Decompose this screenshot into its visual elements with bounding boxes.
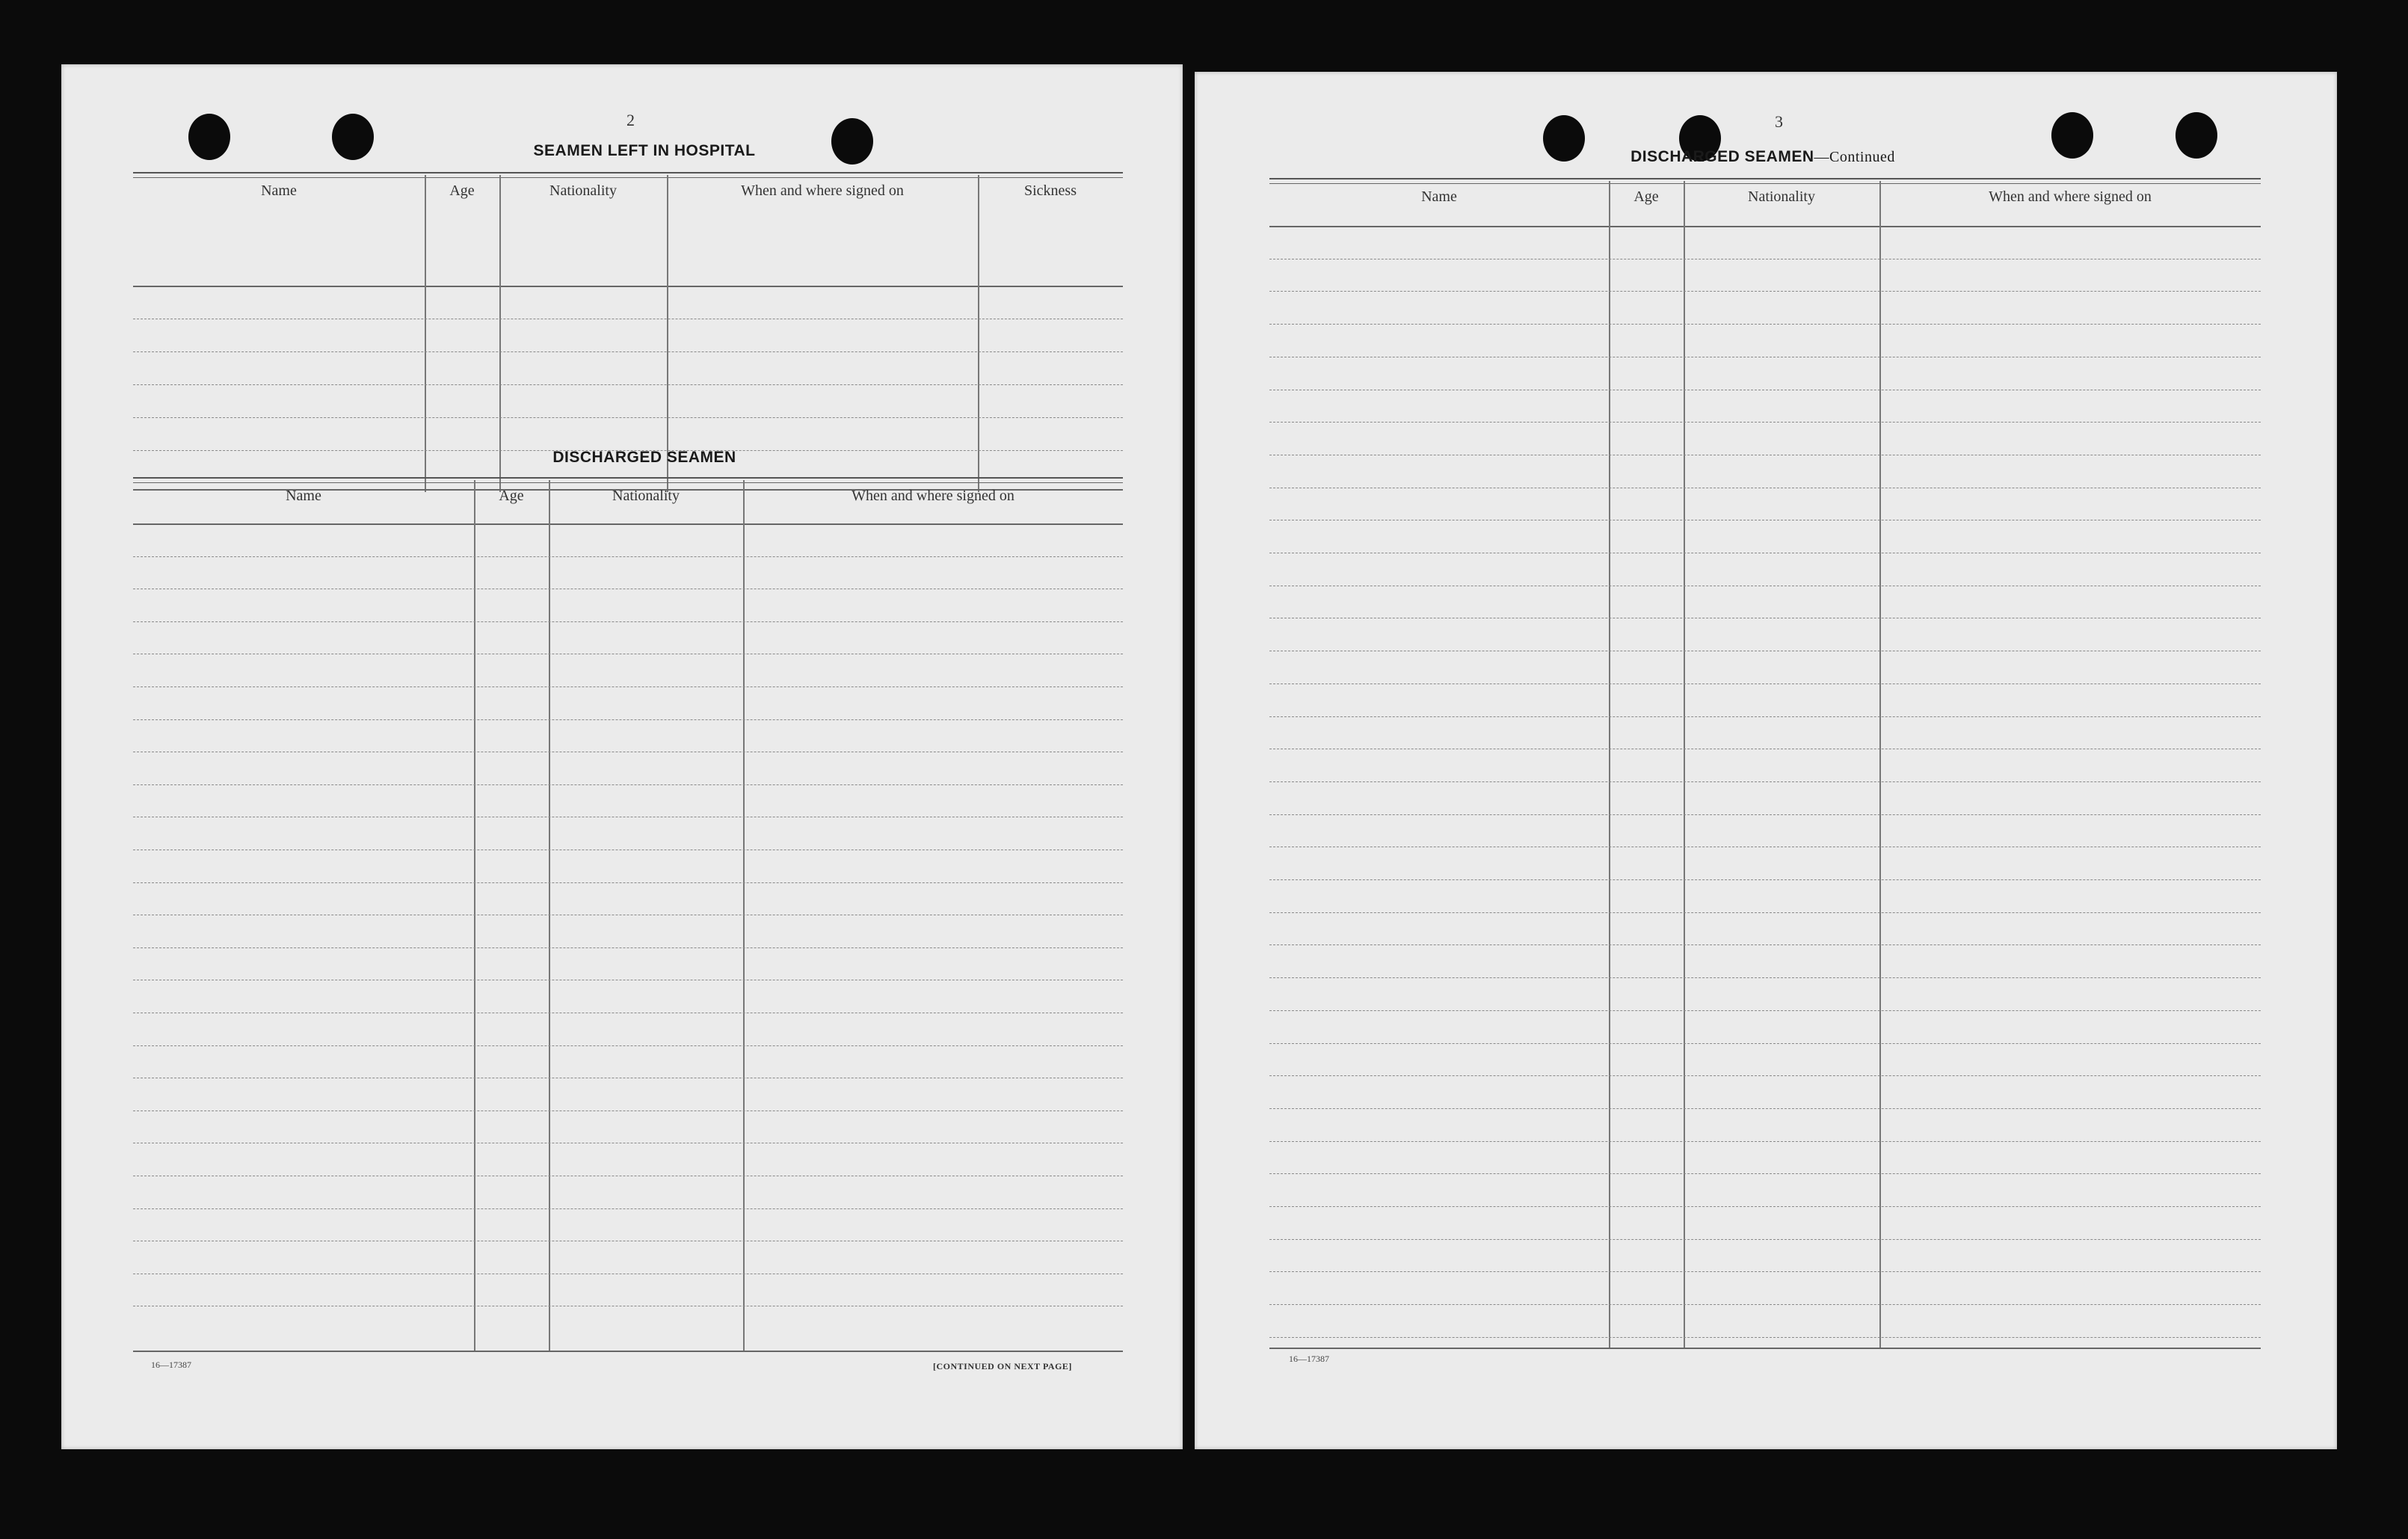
col-head-name: Name [261,182,297,199]
table-row [133,1208,1123,1209]
table-row [133,947,1123,948]
table-row [133,556,1123,557]
table-row [133,417,1123,418]
col-head-age: Age [499,488,524,504]
header-rule [1269,226,2261,227]
col-head-nationality: Nationality [1748,188,1815,205]
table-row [133,621,1123,622]
hospital-table [133,172,1123,492]
table-row [133,384,1123,385]
table-row [1269,1337,2261,1338]
table-row [1269,1108,2261,1109]
header-rule [133,523,1123,525]
table-row [1269,912,2261,913]
table-row [1269,1010,2261,1011]
column-divider [474,480,475,1352]
table-row [133,719,1123,720]
table-row [1269,324,2261,325]
table-row [133,686,1123,687]
column-divider [499,175,501,492]
left-form-page [61,64,1183,1449]
table-row [1269,291,2261,292]
table-row [133,1045,1123,1046]
right-form-page [1195,72,2337,1449]
table-row [1269,1075,2261,1076]
page-number: 2 [626,111,635,129]
table-row [1269,977,2261,978]
punch-hole [2051,112,2093,159]
col-head-age: Age [449,182,475,199]
section-title-text: DISCHARGED SEAMEN [1631,148,1814,165]
table-row [1269,879,2261,880]
table-row [133,882,1123,883]
punch-hole [188,114,230,160]
punch-hole [2175,112,2217,159]
table-row [1269,422,2261,423]
form-code: 16—17387 [151,1360,191,1370]
table-row [1269,1043,2261,1044]
column-divider [549,480,550,1352]
form-code: 16—17387 [1289,1354,1329,1364]
table-row [1269,1173,2261,1174]
table-row [1269,814,2261,815]
column-divider [978,175,979,492]
table-row [1269,716,2261,717]
table-top-rule [133,477,1123,483]
col-head-sickness: Sickness [1024,182,1077,199]
table-row [1269,1239,2261,1240]
table-row [1269,1271,2261,1272]
column-divider [743,480,745,1352]
col-head-name: Name [1421,188,1457,205]
discharged-table-right [1269,178,2261,1349]
column-divider [425,175,426,492]
table-top-rule [133,172,1123,178]
section-title-hospital: SEAMEN LEFT IN HOSPITAL [533,142,756,159]
col-head-signed-on: When and where signed on [1989,188,2152,205]
col-head-nationality: Nationality [612,488,680,504]
continued-note: [CONTINUED ON NEXT PAGE] [933,1361,1072,1371]
col-head-age: Age [1633,188,1659,205]
table-row [1269,1141,2261,1142]
header-rule [133,286,1123,287]
table-row [1269,944,2261,945]
col-head-signed-on: When and where signed on [852,488,1014,504]
section-title-suffix: —Continued [1814,149,1895,165]
table-top-rule [1269,178,2261,184]
table-row [1269,781,2261,782]
column-divider [667,175,668,492]
col-head-name: Name [286,488,321,504]
col-head-nationality: Nationality [549,182,617,199]
discharged-table-left [133,477,1123,1352]
table-row [133,784,1123,785]
table-row [133,351,1123,352]
section-title-discharged-continued [1539,148,1987,166]
table-row [1269,1206,2261,1207]
page-number: 3 [1775,112,1783,131]
col-head-signed-on: When and where signed on [741,182,904,199]
punch-hole [332,114,374,160]
table-bottom-rule [133,1351,1123,1352]
table-bottom-rule [1269,1348,2261,1349]
section-title-discharged: DISCHARGED SEAMEN [552,449,736,466]
table-row [1269,1304,2261,1305]
